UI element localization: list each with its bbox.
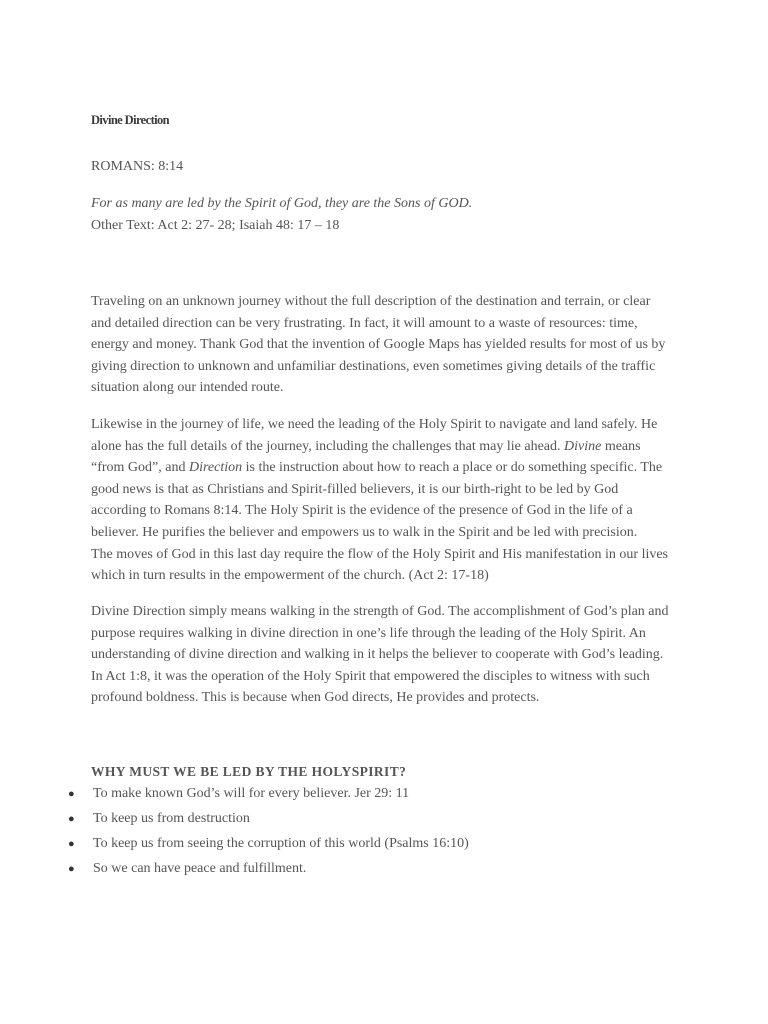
reasons-list bbox=[68, 786, 469, 886]
paragraph-line: profound boldness. This is because when God directs, He provides and protects. bbox=[91, 690, 540, 706]
paragraph-line: giving direction to unknown and unfamiliar destinations, even sometimes giving details of the traffic bbox=[91, 358, 656, 374]
scripture-reference: ROMANS: 8:14 bbox=[91, 159, 184, 174]
paragraph-line: Traveling on an unknown journey without the full description of the destination and terrain, or clear bbox=[91, 294, 651, 309]
bullet-icon: ● bbox=[68, 813, 75, 825]
list-item bbox=[68, 811, 469, 836]
paragraph-line: Likewise in the journey of life, we need the leading of the Holy Spirit to navigate and land safely. He bbox=[91, 417, 658, 432]
paragraph-holy-spirit-leading bbox=[91, 414, 681, 587]
list-item-text: So we can have peace and fulfillment. bbox=[93, 861, 307, 876]
paragraph-line bbox=[91, 457, 681, 479]
list-item bbox=[68, 836, 469, 861]
text-run: alone has the full details of the journey, including the challenges that may lie ahead. bbox=[91, 438, 564, 454]
paragraph-line: In Act 1:8, it was the operation of the Holy Spirit that empowered the disciples to witness with such bbox=[91, 668, 650, 684]
paragraph-line: according to Romans 8:14. The Holy Spirit is the evidence of the presence of God in the life of a bbox=[91, 503, 633, 519]
paragraph-line: understanding of divine direction and walking in it helps the believer to cooperate with God’s leading. bbox=[91, 647, 664, 663]
paragraph-line: Divine Direction simply means walking in the strength of God. The accomplishment of God’s plan and bbox=[91, 604, 669, 619]
paragraph-line: energy and money. Thank God that the invention of Google Maps has yielded results for most of us by bbox=[91, 337, 666, 353]
text-run: means bbox=[601, 438, 641, 454]
bullet-icon: ● bbox=[68, 788, 75, 800]
document-title: Divine Direction bbox=[91, 113, 170, 127]
other-text-references: Other Text: Act 2: 27- 28; Isaiah 48: 17 – 18 bbox=[91, 218, 340, 233]
list-item-text: To make known God’s will for every believer. Jer 29: 11 bbox=[93, 786, 410, 801]
section-heading: WHY MUST WE BE LED BY THE HOLYSPIRIT? bbox=[91, 764, 407, 779]
paragraph-divine-direction-meaning bbox=[91, 601, 681, 709]
text-run: is the instruction about how to reach a place or do something specific. The bbox=[242, 460, 663, 476]
list-item-text: To keep us from seeing the corruption of this world (Psalms 16:10) bbox=[93, 836, 469, 851]
list-item-text: To keep us from destruction bbox=[93, 811, 250, 826]
paragraph-line: The moves of God in this last day require the flow of the Holy Spirit and His manifestation in our lives bbox=[91, 546, 669, 562]
paragraph-intro bbox=[91, 291, 681, 399]
emphasis-divine: Divine bbox=[564, 438, 602, 454]
bullet-icon: ● bbox=[68, 863, 75, 875]
paragraph-line: good news is that as Christians and Spirit-filled believers, it is our birth-right to be led by God bbox=[91, 481, 619, 497]
paragraph-line: and detailed direction can be very frustrating. In fact, it will amount to a waste of resources: time, bbox=[91, 315, 638, 331]
bullet-icon: ● bbox=[68, 838, 75, 850]
paragraph-line: believer. He purifies the believer and empowers us to walk in the Spirit and be led with precision. bbox=[91, 524, 638, 540]
list-item bbox=[68, 786, 469, 811]
paragraph-line: purpose requires walking in divine direction in one’s life through the leading of the Holy Spirit. An bbox=[91, 625, 646, 641]
text-run: “from God”, and bbox=[91, 460, 189, 476]
list-item bbox=[68, 861, 469, 886]
emphasis-direction: Direction bbox=[188, 460, 243, 476]
paragraph-line: which in turn results in the empowerment of the church. (Act 2: 17-18) bbox=[91, 568, 489, 584]
paragraph-line: situation along our intended route. bbox=[91, 380, 284, 396]
scripture-quote: For as many are led by the Spirit of God, they are the Sons of GOD. bbox=[91, 196, 473, 211]
paragraph-line bbox=[91, 436, 681, 458]
